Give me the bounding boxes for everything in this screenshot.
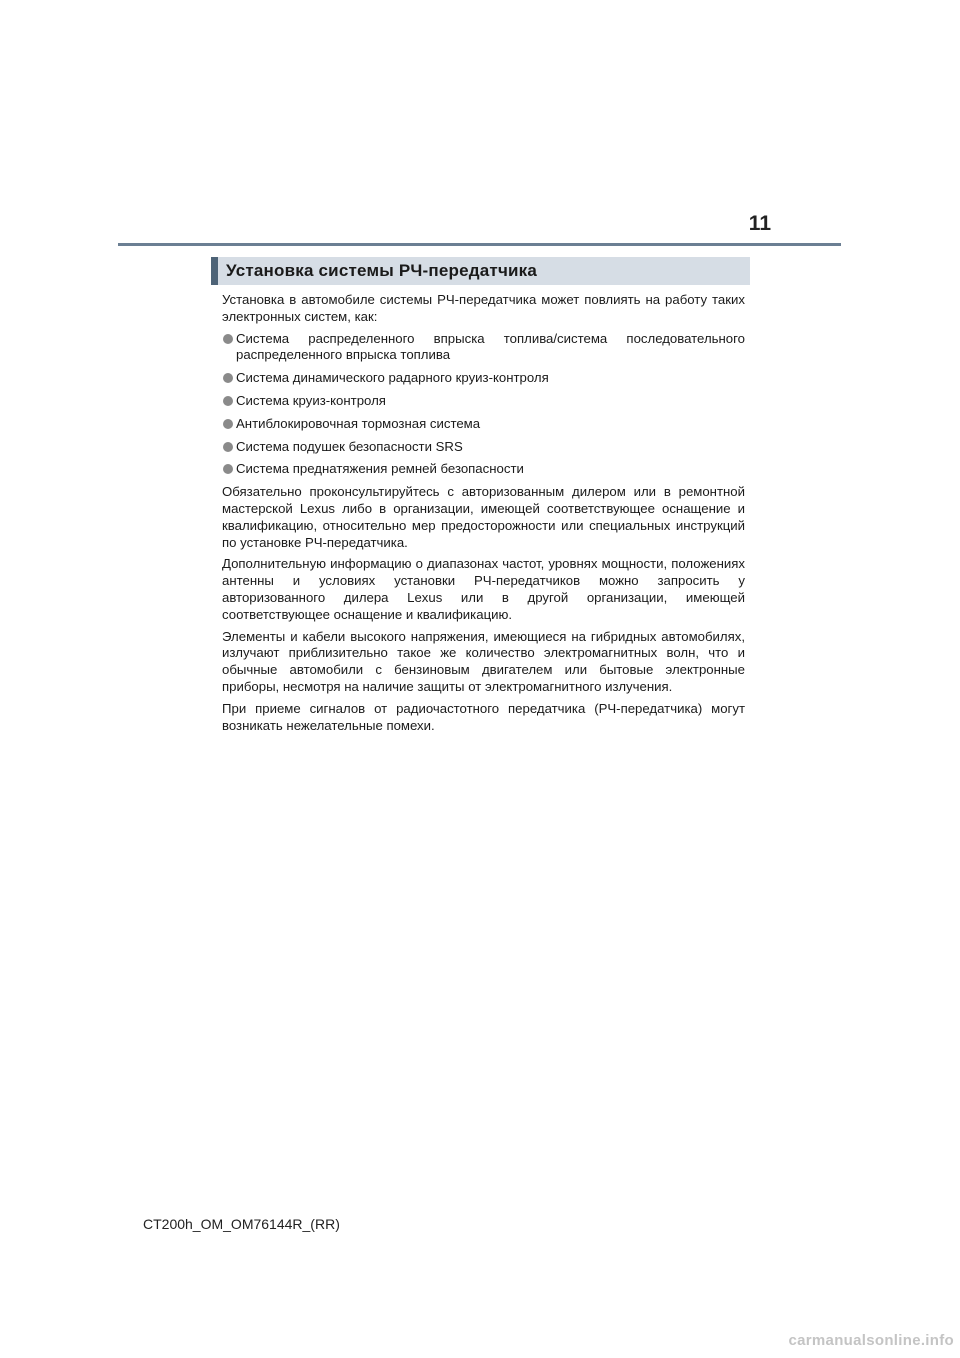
page-number: 11 bbox=[748, 212, 771, 235]
watermark: carmanualsonline.info bbox=[788, 1332, 954, 1349]
bullet-icon bbox=[223, 396, 233, 406]
list-item bbox=[222, 393, 745, 410]
list-item bbox=[222, 370, 745, 387]
paragraph-interference: При приеме сигналов от радиочастотного передатчика (РЧ-передатчика) могут возникать нежелательные помехи. bbox=[222, 700, 745, 733]
list-item bbox=[222, 439, 745, 456]
paragraph-consult: Обязательно проконсультируйтесь с авторизованным дилером или в ремонтной мастерской Lexus либо в организации, имеющей соответствующее оснащение и квалификацию, относительно мер предосторожности или специальных инструкций по установке РЧ-передатчика. bbox=[222, 484, 745, 550]
bullet-icon bbox=[223, 419, 233, 429]
list-item-text: Система динамического радарного круиз-контроля bbox=[236, 370, 549, 386]
list-item-text: Система распределенного впрыска топлива/система последовательного распределенного впрыска топлива bbox=[236, 330, 745, 363]
bullet-icon bbox=[223, 464, 233, 474]
list-item-text: Система преднатяжения ремней безопасности bbox=[236, 461, 524, 477]
bullet-icon bbox=[223, 442, 233, 452]
intro-paragraph: Установка в автомобиле системы РЧ-передатчика может повлиять на работу таких электронных систем, как: bbox=[222, 292, 745, 324]
paragraph-high-voltage: Элементы и кабели высокого напряжения, имеющиеся на гибридных автомобилях, излучают приблизительно такое же количество электромагнитных волн, что и обычные автомобили с бензиновым двигателем или бытовые электронные приборы, несмотря на наличие защиты от электромагнитного излучения. bbox=[222, 628, 745, 694]
bullet-list bbox=[222, 331, 745, 479]
list-item bbox=[222, 331, 745, 365]
list-item-text: Система подушек безопасности SRS bbox=[236, 438, 463, 454]
list-item bbox=[222, 461, 745, 478]
bullet-icon bbox=[223, 334, 233, 344]
bullet-icon bbox=[223, 373, 233, 383]
list-item bbox=[222, 416, 745, 433]
paragraph-additional-info: Дополнительную информацию о диапазонах частот, уровнях мощности, положениях антенны и условиях установки РЧ-передатчиков можно запросить у авторизованного дилера Lexus или в другой организации, имеющей соответствующее оснащение и квалификацию. bbox=[222, 556, 745, 622]
section-title: Установка системы РЧ-передатчика bbox=[226, 261, 538, 280]
section-header bbox=[211, 257, 750, 285]
footer-doc-code: CT200h_OM_OM76144R_(RR) bbox=[143, 1216, 340, 1232]
list-item-text: Антиблокировочная тормозная система bbox=[236, 415, 481, 431]
header-rule bbox=[118, 243, 841, 246]
body-content bbox=[222, 292, 745, 739]
list-item-text: Система круиз-контроля bbox=[236, 392, 386, 408]
